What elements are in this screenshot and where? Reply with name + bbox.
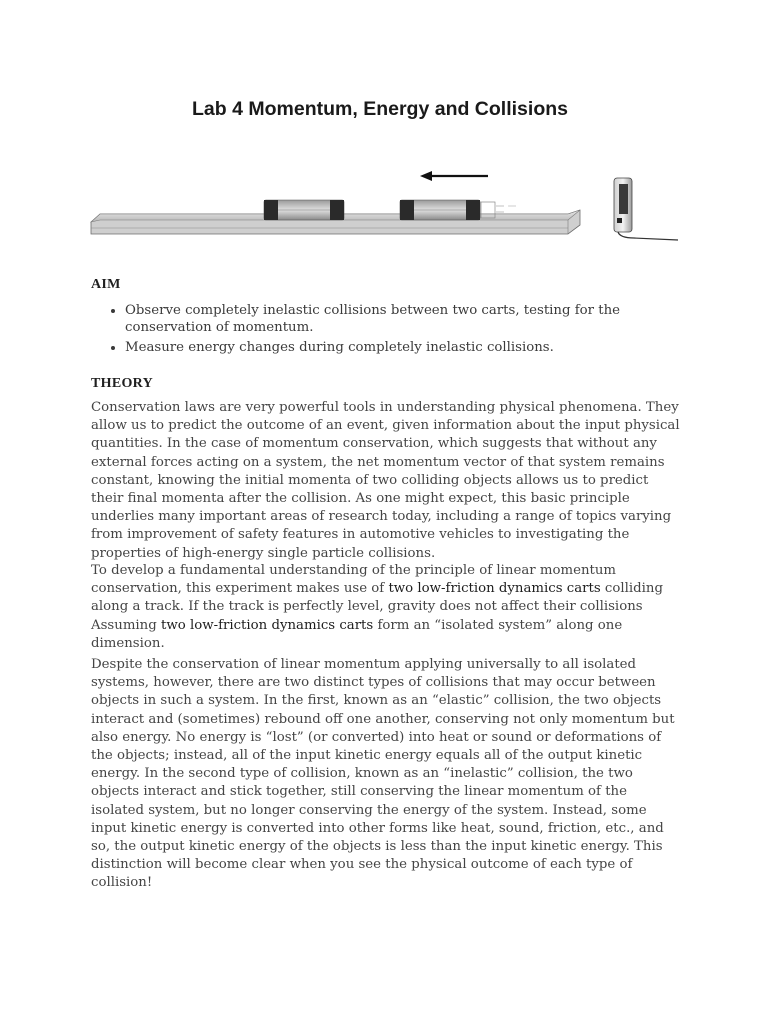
theory-heading: THEORY [91, 376, 153, 391]
aim-item: • Measure energy changes during completely inelastic collisions. [125, 340, 705, 357]
motion-sensor [614, 178, 678, 240]
aim-item: • Observe completely inelastic collisions between two carts, testing for the conservation of momentum. [125, 303, 705, 336]
arrow-left-icon [420, 171, 488, 181]
aim-heading: AIM [91, 277, 121, 292]
text-span: To develop a fundamental understanding of the principle of linear momentum conservation, this experiment makes use of [91, 563, 617, 597]
text-span: form an “isolated system” along one dimension. [91, 617, 623, 651]
theory-paragraph-2 [91, 562, 683, 653]
highlighted-term: two low-friction dynamics carts [160, 617, 374, 633]
track-figure [88, 168, 688, 248]
theory-paragraph-3: Despite the conservation of linear momentum applying universally to all isolated systems, however, there are two distinct types of collisions that may occur between objects in such a system. In the first, known as an “elastic” collision, the two objects interact and (sometimes) rebound off one another, conserving not only momentum but also energy. No energy is “lost” (or converted) into heat or sound or deformations of the objects; instead, all of the input kinetic energy equals all of the output kinetic energy. In the second type of collision, known as an “inelastic” collision, the two objects interact and stick together, still conserving the linear momentum of the isolated system, but no longer conserving the energy of the system. Instead, some input kinetic energy is converted into other forms like heat, sound, friction, etc., and so, the output kinetic energy of the objects is less than the input kinetic energy. This distinction will become clear when you see the physical outcome of each type of collision! [91, 657, 675, 891]
aim-list [107, 303, 705, 361]
cart-left [264, 200, 344, 220]
theory-paragraph-1: Conservation laws are very powerful tools in understanding physical phenomena. They allow us to predict the outcome of an event, given information about the input physical quantities. In the case of momentum conservation, which suggests that without any external forces acting on a system, the net momentum vector of that system remains constant, knowing the initial momenta of two colliding objects allows us to predict their final momenta after the collision. As one might expect, this basic principle underlies many important areas of research today, including a range of topics varying from improvement of safety features in automotive vehicles to investigating the properties of high-energy single particle collisions. [91, 400, 680, 561]
text-span: colliding along a track. If the track is perfectly level, gravity does not affect their collisions Assuming [91, 581, 663, 633]
page-title: Lab 4 Momentum, Energy and Collisions [192, 98, 568, 120]
highlighted-term: two low-friction dynamics carts [388, 581, 601, 597]
